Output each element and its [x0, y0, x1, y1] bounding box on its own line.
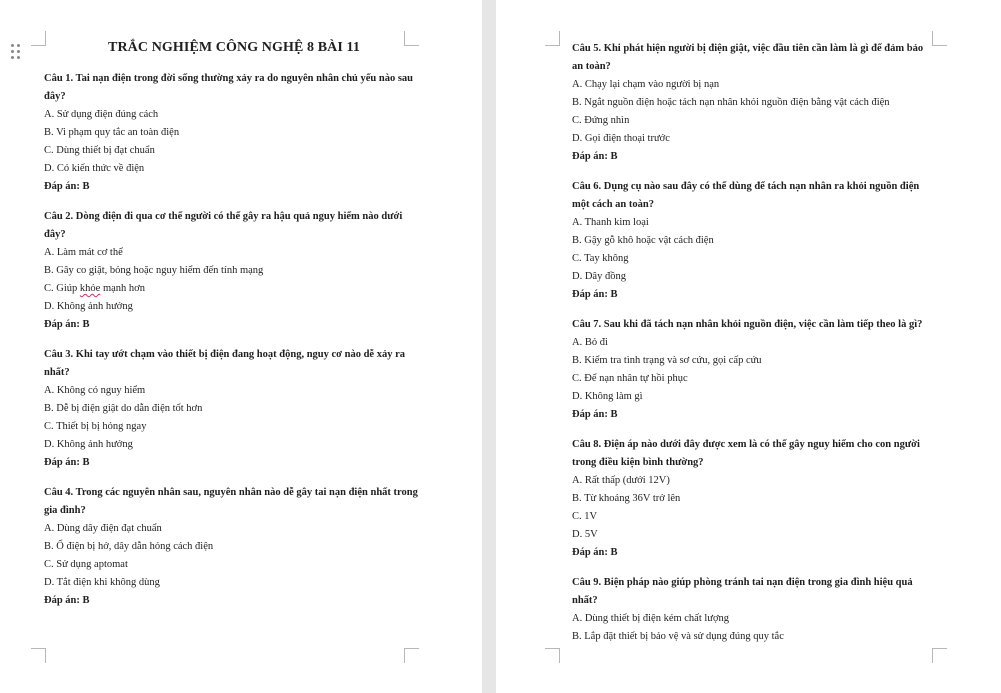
option-d[interactable]: D. Dây đồng [572, 271, 626, 282]
answer-text[interactable]: Đáp án: B [572, 151, 618, 162]
option-a[interactable]: A. Làm mát cơ thể [44, 247, 123, 258]
document-page-right [496, 0, 1001, 693]
table-move-handle-icon[interactable] [11, 44, 21, 62]
question-text[interactable]: Câu 4. Trong các nguyên nhân sau, nguyên nhân nào dễ gây tai nạn điện nhất trong gia đình? [44, 487, 418, 516]
spellcheck-underline[interactable]: khỏe [79, 283, 101, 294]
option-b[interactable]: B. Từ khoảng 36V trở lên [572, 493, 681, 504]
option-a[interactable]: A. Không có nguy hiểm [44, 385, 146, 396]
question-text[interactable]: Câu 7. Sau khi đã tách nạn nhân khỏi nguồn điện, việc cần làm tiếp theo là gì? [572, 319, 923, 330]
document-page-left [0, 0, 482, 693]
question-block [44, 70, 424, 196]
option-d[interactable]: D. Tắt điện khi không dùng [44, 577, 160, 588]
question-block [44, 484, 424, 610]
option-d[interactable]: D. Không ảnh hưởng [44, 439, 133, 450]
option-c[interactable]: C. Đứng nhìn [572, 115, 630, 126]
option-b[interactable]: B. Lắp đặt thiết bị bảo vệ và sử dụng đúng quy tắc [572, 631, 784, 642]
question-text[interactable]: Câu 5. Khi phát hiện người bị điện giật, việc đầu tiên cần làm là gì để đảm bảo an toàn? [572, 43, 924, 72]
option-b[interactable]: B. Dễ bị điện giật do dẫn điện tốt hơn [44, 403, 203, 414]
page-right-content[interactable] [572, 40, 928, 658]
answer-text[interactable]: Đáp án: B [44, 457, 90, 468]
option-c[interactable]: C. Dùng thiết bị đạt chuẩn [44, 145, 155, 156]
option-a[interactable]: A. Dùng thiết bị điện kém chất lượng [572, 613, 730, 624]
question-block [44, 208, 424, 334]
margin-corner-top-left [545, 31, 560, 46]
question-block [572, 436, 928, 562]
option-a[interactable]: A. Thanh kim loại [572, 217, 649, 228]
question-text[interactable]: Câu 9. Biện pháp nào giúp phòng tránh tai nạn điện trong gia đình hiệu quả nhất? [572, 577, 913, 606]
question-text[interactable]: Câu 2. Dòng điện đi qua cơ thể người có thể gây ra hậu quả nguy hiểm nào dưới đây? [44, 211, 403, 240]
page-left-content[interactable] [44, 40, 424, 622]
option-c[interactable]: C. 1V [572, 511, 598, 522]
option-b[interactable]: B. Ổ điện bị hở, dây dẫn hỏng cách điện [44, 541, 214, 552]
option-b[interactable]: B. Gậy gỗ khô hoặc vật cách điện [572, 235, 714, 246]
answer-text[interactable]: Đáp án: B [44, 181, 90, 192]
option-b[interactable]: B. Gây co giật, bỏng hoặc nguy hiểm đến tính mạng [44, 265, 264, 276]
margin-corner-bottom-left [545, 648, 560, 663]
option-d[interactable]: D. Không làm gì [572, 391, 643, 402]
option-b[interactable]: B. Ngắt nguồn điện hoặc tách nạn nhân khỏi nguồn điện bằng vật cách điện [572, 97, 890, 108]
question-block [572, 316, 928, 424]
option-a[interactable]: A. Chạy lại chạm vào người bị nạn [572, 79, 720, 90]
answer-text[interactable]: Đáp án: B [44, 319, 90, 330]
option-a[interactable]: A. Dùng dây điện đạt chuẩn [44, 523, 162, 534]
answer-text[interactable]: Đáp án: B [44, 595, 90, 606]
question-text[interactable]: Câu 6. Dụng cụ nào sau đây có thể dùng để tách nạn nhân ra khỏi nguồn điện một cách an toàn? [572, 181, 920, 210]
document-title[interactable]: TRẮC NGHIỆM CÔNG NGHỆ 8 BÀI 11 [108, 40, 360, 55]
option-c[interactable]: C. Thiết bị bị hỏng ngay [44, 421, 147, 432]
answer-text[interactable]: Đáp án: B [572, 409, 618, 420]
question-text[interactable]: Câu 8. Điện áp nào dưới đây được xem là có thể gây nguy hiểm cho con người trong điều kiện bình thường? [572, 439, 920, 468]
margin-corner-bottom-right [404, 648, 419, 663]
option-b[interactable]: B. Vi phạm quy tắc an toàn điện [44, 127, 180, 138]
answer-text[interactable]: Đáp án: B [572, 289, 618, 300]
margin-corner-top-right [932, 31, 947, 46]
option-c[interactable]: C. Giúp khỏe mạnh hơn [44, 283, 145, 294]
option-c[interactable]: C. Tay không [572, 253, 629, 264]
answer-text[interactable]: Đáp án: B [572, 547, 618, 558]
option-d[interactable]: D. Có kiến thức về điện [44, 163, 145, 174]
margin-corner-bottom-right [932, 648, 947, 663]
margin-corner-bottom-left [31, 648, 46, 663]
question-block [572, 178, 928, 304]
question-block [44, 346, 424, 472]
option-b[interactable]: B. Kiểm tra tình trạng và sơ cứu, gọi cấp cứu [572, 355, 762, 366]
question-block [572, 40, 928, 166]
option-a[interactable]: A. Sử dụng điện đúng cách [44, 109, 159, 120]
option-d[interactable]: D. Không ảnh hưởng [44, 301, 133, 312]
option-a[interactable]: A. Bỏ đi [572, 337, 608, 348]
question-text[interactable]: Câu 1. Tai nạn điện trong đời sống thường xảy ra do nguyên nhân chủ yếu nào sau đây? [44, 73, 414, 102]
question-text[interactable]: Câu 3. Khi tay ướt chạm vào thiết bị điện đang hoạt động, nguy cơ nào dễ xảy ra nhất? [44, 349, 405, 378]
option-d[interactable]: D. Gọi điện thoại trước [572, 133, 670, 144]
question-block [572, 574, 928, 646]
option-d[interactable]: D. 5V [572, 529, 598, 540]
option-c[interactable]: C. Sử dụng aptomat [44, 559, 128, 570]
option-c[interactable]: C. Để nạn nhân tự hồi phục [572, 373, 688, 384]
option-a[interactable]: A. Rất thấp (dưới 12V) [572, 475, 670, 486]
